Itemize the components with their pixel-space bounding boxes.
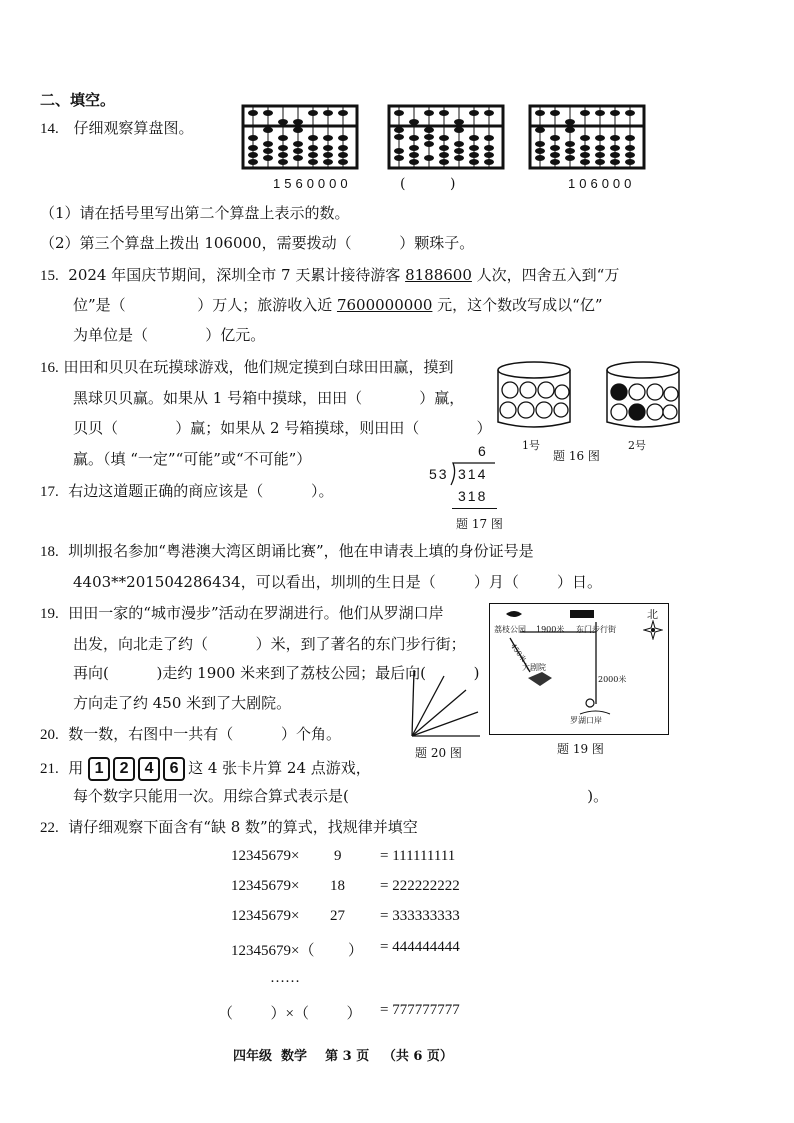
q16-text-1: 田田和贝贝在玩摸球游戏，他们规定摸到白球田田赢，摸到 bbox=[63, 358, 454, 376]
division-product: 318 bbox=[458, 488, 488, 504]
q16-line3: 贝贝（ ）赢；如果从 2 号箱摸球，则田田（ ） bbox=[73, 419, 492, 437]
q22-row3-c: = 333333333 bbox=[380, 908, 460, 924]
card-2: 2 bbox=[113, 757, 135, 781]
q15-income: 7600000000 bbox=[336, 296, 433, 314]
q19-caption: 题 19 图 bbox=[557, 742, 604, 756]
ball-box-2-image bbox=[603, 360, 683, 432]
q19-number: 19. bbox=[40, 606, 59, 622]
q15-number: 15. bbox=[40, 268, 59, 284]
q22-dots: …… bbox=[270, 970, 300, 986]
q20-number: 20. bbox=[40, 727, 59, 743]
card-4: 6 bbox=[163, 757, 185, 781]
q19-line4: 方向走了约 450 米到了大剧院。 bbox=[73, 694, 292, 712]
abacus-2-image bbox=[387, 104, 505, 170]
q22-row2-c: = 222222222 bbox=[380, 878, 460, 894]
map-north-label: 北 bbox=[647, 608, 658, 621]
q21-line2: 每个数字只能用一次。用综合算式表示是( )。 bbox=[73, 787, 609, 805]
q22-row1-b: 9 bbox=[334, 848, 342, 864]
q16-line1 bbox=[40, 357, 454, 378]
division-line bbox=[452, 508, 497, 509]
q21-number: 21. bbox=[40, 761, 59, 777]
q14-sub1: （1）请在括号里写出第二个算盘上表示的数。 bbox=[40, 204, 350, 222]
q22-row2-a: 12345679× bbox=[231, 878, 300, 894]
map-label-street: 东门步行街 bbox=[576, 625, 616, 634]
q18-line1 bbox=[40, 541, 534, 562]
q22-row3-b: 27 bbox=[330, 908, 345, 924]
q15-line1 bbox=[40, 265, 619, 286]
q20-caption: 题 20 图 bbox=[415, 746, 462, 760]
division-divisor: 53 bbox=[429, 466, 449, 482]
q15-text-a: 2024 年国庆节期间，深圳全市 7 天累计接待游客 bbox=[68, 266, 406, 284]
q22-row1-c: = 111111111 bbox=[380, 848, 456, 864]
abacus-1-image bbox=[241, 104, 359, 170]
q21-line1 bbox=[40, 755, 371, 782]
section-title: 二、填空。 bbox=[40, 91, 116, 109]
map-label-1900: 1900米 bbox=[536, 625, 565, 634]
q15-line3: 为单位是（ ）亿元。 bbox=[73, 326, 266, 344]
map-label-theater: 大剧院 bbox=[522, 663, 546, 672]
q19-line3: 再向( )走约 1900 米来到了荔枝公园；最后向( ) bbox=[73, 664, 480, 682]
division-dividend: 314 bbox=[458, 466, 488, 482]
box-1-label: 1号 bbox=[522, 439, 540, 452]
q15-text-c: 位”是（ ）万人；旅游收入近 bbox=[73, 296, 337, 314]
q22-last-a: （ ）×（ ） bbox=[218, 1006, 362, 1022]
abacus-3-image bbox=[528, 104, 646, 170]
angle-figure bbox=[406, 668, 482, 740]
q15-text-d: 元，这个数改写成以“亿” bbox=[432, 296, 603, 314]
q22-text: 请仔细观察下面含有“缺 8 数”的算式，找规律并填空 bbox=[68, 818, 418, 836]
q15-text-b: 人次，四舍五入到“万 bbox=[471, 266, 620, 284]
abacus-1-label: 1560000 bbox=[273, 176, 352, 191]
q19-text-1: 田田一家的“城市漫步”活动在罗湖进行。他们从罗湖口岸 bbox=[68, 604, 444, 622]
q15-visitors: 8188600 bbox=[405, 266, 472, 284]
q16-line2: 黑球贝贝赢。如果从 1 号箱中摸球，田田（ ）赢， bbox=[73, 389, 465, 407]
q19-line2: 出发，向北走了约（ ）米，到了著名的东门步行街； bbox=[73, 635, 466, 653]
q22-line bbox=[40, 817, 418, 838]
q18-text-1: 圳圳报名参加“粤港澳大湾区朗诵比赛”，他在申请表上填的身份证号是 bbox=[68, 542, 534, 560]
compass-icon bbox=[643, 620, 663, 640]
q18-line2: 4403**201504286434，可以看出，圳圳的生日是（ ）月（ ）日。 bbox=[73, 573, 602, 591]
q17-text: 右边这道题正确的商应该是（ ）。 bbox=[68, 482, 334, 500]
abacus-2-label: ( ) bbox=[400, 176, 456, 192]
q21-text-a: 用 bbox=[68, 759, 89, 777]
map-label-450: 450米 bbox=[509, 642, 528, 664]
card-1: 1 bbox=[88, 757, 110, 781]
q22-row4-b: ） bbox=[318, 943, 364, 959]
q20-text: 数一数，右图中一共有（ ）个角。 bbox=[68, 725, 341, 743]
q14-number: 14. bbox=[40, 121, 59, 137]
q16-line4: 赢。（填 “一定”“可能”或“不可能”） bbox=[73, 450, 312, 468]
abacus-3-label: 106000 bbox=[568, 176, 636, 191]
q16-number: 16. bbox=[40, 360, 59, 376]
q22-row3-a: 12345679× bbox=[231, 908, 300, 924]
q15-line2 bbox=[73, 295, 603, 315]
q17-caption: 题 17 图 bbox=[456, 517, 503, 531]
q18-number: 18. bbox=[40, 544, 59, 560]
map-label-port: 罗湖口岸 bbox=[570, 716, 602, 725]
q22-row1-a: 12345679× bbox=[231, 848, 300, 864]
map-label-park: 荔枝公园 bbox=[494, 625, 526, 634]
q22-row4-c: = 444444444 bbox=[380, 939, 460, 955]
q14-text bbox=[40, 118, 194, 139]
q22-number: 22. bbox=[40, 820, 59, 836]
walk-map bbox=[489, 603, 669, 735]
q17-number: 17. bbox=[40, 484, 59, 500]
q22-row2-b: 18 bbox=[330, 878, 345, 894]
q22-last-c: = 777777777 bbox=[380, 1002, 460, 1018]
q20-line bbox=[40, 724, 341, 745]
q14-prompt: 仔细观察算盘图。 bbox=[73, 119, 194, 137]
q16-caption: 题 16 图 bbox=[553, 449, 600, 463]
q19-line1 bbox=[40, 603, 444, 624]
q22-row4-a: 12345679×（ bbox=[231, 943, 315, 959]
q17-line bbox=[40, 481, 333, 502]
division-quotient: 6 bbox=[478, 443, 486, 459]
q14-sub2: （2）第三个算盘上拨出 106000，需要拨动（ ）颗珠子。 bbox=[40, 234, 475, 252]
box-2-label: 2号 bbox=[628, 439, 646, 452]
page-footer: 四年级 数学 第 3 页 （共 6 页） bbox=[233, 1049, 453, 1064]
ball-box-1-image bbox=[494, 360, 574, 432]
card-3: 4 bbox=[138, 757, 160, 781]
q21-text-b: 这 4 张卡片算 24 点游戏， bbox=[188, 759, 371, 777]
map-label-2000: 2000米 bbox=[598, 675, 627, 684]
